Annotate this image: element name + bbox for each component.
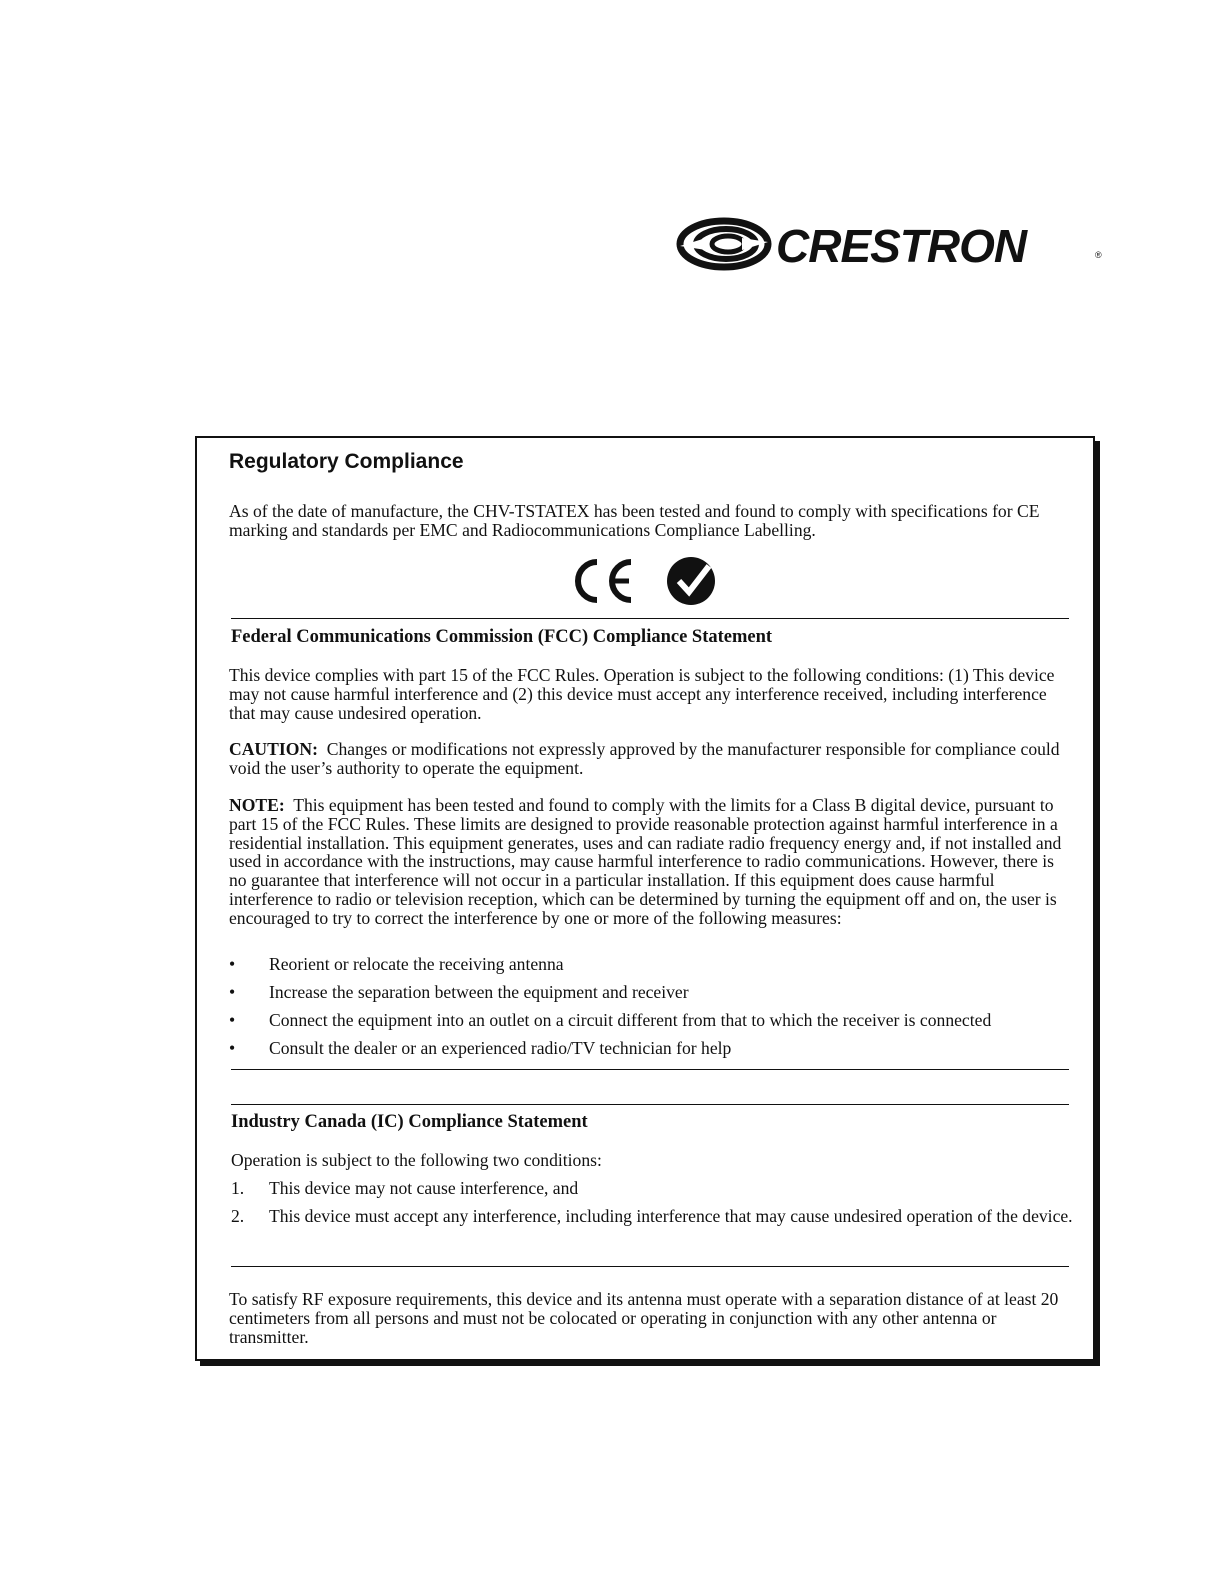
list-item: • Connect the equipment into an outlet on a circuit different from that to which the receiver is connected: [229, 1006, 1079, 1034]
caution-text: Changes or modifications not expressly approved by the manufacturer responsible for compliance could void the user’s authority to operate the equipment.: [229, 739, 1060, 778]
intro-paragraph: As of the date of manufacture, the CHV-TSTATEX has been tested and found to comply with specifications for CE marking and standards per EMC and Radiocommunications Compliance Labelling.: [229, 501, 1040, 540]
regulatory-compliance-box: [195, 436, 1095, 1361]
fcc-title: Federal Communications Commission (FCC) Compliance Statement: [231, 627, 773, 647]
section-divider: [231, 1069, 1069, 1070]
section-divider: [231, 1104, 1069, 1105]
ic-intro: Operation is subject to the following two conditions:: [231, 1150, 602, 1170]
certification-marks: [567, 556, 727, 606]
list-item: • Consult the dealer or an experienced radio/TV technician for help: [229, 1034, 1079, 1062]
list-item: 1. This device may not cause interference, and: [231, 1178, 579, 1198]
note-text: This equipment has been tested and found to comply with the limits for a Class B digital device, pursuant to part 15 of the FCC Rules. These limits are designed to provide reasonable protection against harmful interference in a residential installation. This equipment generates, uses and can radiate radio frequency energy and, if not installed and used in accordance with the instructions, may cause harmful interference to radio communications. However, there is no guarantee that interference will not occur in a particular installation. If this equipment does cause harmful interference to radio or television reception, which can be determined by turning the equipment off and on, the user is encouraged to try to correct the interference by one or more of the following measures:: [229, 795, 1062, 928]
bullet: •: [229, 1010, 236, 1030]
section-divider: [231, 1266, 1069, 1267]
bullet: •: [229, 954, 236, 974]
crestron-wordmark: CRESTRON: [776, 220, 1027, 272]
caution-label: CAUTION:: [229, 739, 318, 759]
list-item: • Increase the separation between the equipment and receiver: [229, 978, 1079, 1006]
note-paragraph: [229, 796, 1075, 928]
fcc-measures-list: [229, 950, 1079, 1062]
bullet: •: [229, 1038, 236, 1058]
registered-mark: ®: [1095, 250, 1102, 260]
c-tick-icon: [665, 556, 719, 606]
crestron-logo: [676, 216, 1108, 272]
section-divider: [231, 618, 1069, 619]
caution-paragraph: [229, 740, 1075, 778]
list-item: • Reorient or relocate the receiving antenna: [229, 950, 1079, 978]
page-title: Regulatory Compliance: [229, 450, 464, 473]
list-item: 2. This device must accept any interference, including interference that may cause undesired operation of the device.: [231, 1206, 1073, 1226]
ce-mark-icon: [567, 556, 637, 606]
rf-exposure-paragraph: To satisfy RF exposure requirements, this device and its antenna must operate with a separation distance of at least 20 centimeters from all persons and must not be colocated or operating in conjunction with any other antenna or transmitter.: [229, 1289, 1059, 1347]
crestron-swirl-icon: [676, 216, 772, 272]
fcc-statement: This device complies with part 15 of the FCC Rules. Operation is subject to the following conditions: (1) This device may not cause harmful interference and (2) this device must accept any interference received, including interference that may cause undesired operation.: [229, 665, 1055, 723]
ic-conditions-list: [231, 1174, 1081, 1230]
ic-title: Industry Canada (IC) Compliance Statement: [231, 1112, 588, 1132]
note-label: NOTE:: [229, 795, 285, 815]
bullet: •: [229, 982, 236, 1002]
